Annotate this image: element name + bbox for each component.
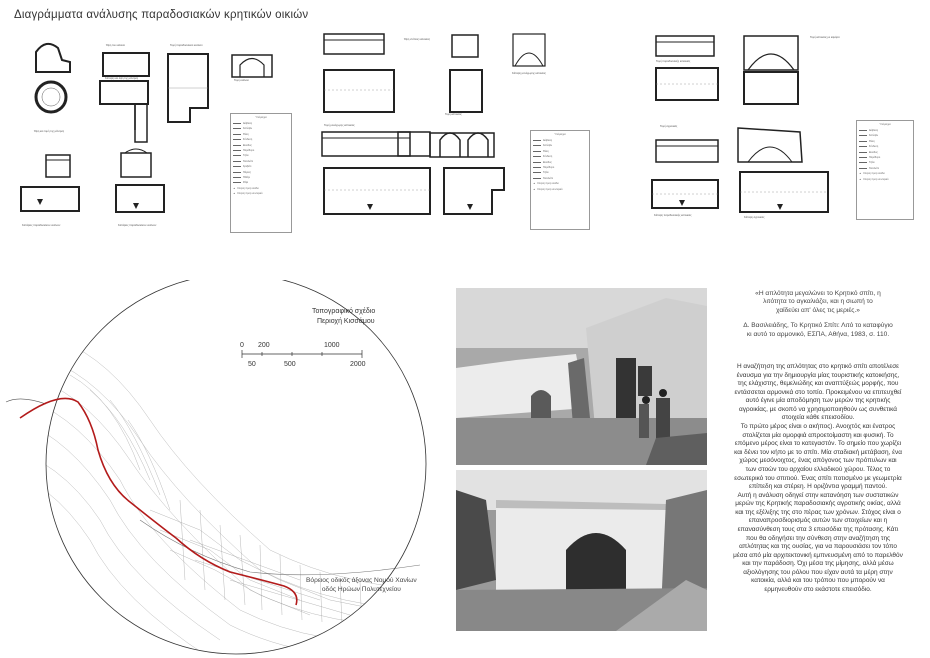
legend-a-item: Ντουλάπι [233, 160, 289, 163]
scale-label: 2000 [350, 361, 366, 368]
caption-a-top1: Όψη του κελλιού [106, 44, 126, 47]
body-line: μέσα από μία αρχιτεκτονική εμπνευσμένη από το παρελθόν [733, 551, 903, 559]
map-drawing [0, 280, 450, 658]
body-line: των στοών του αρχαίου ελλαδικού χώρου. Τέλος το [745, 465, 891, 473]
legend-a-item: Διάβαση [233, 122, 289, 125]
body-line: Η αναζήτηση της απλότητας στο κρητικό σπίτι αποτέλεσε [736, 363, 900, 370]
photo-village-house-2 [456, 470, 707, 631]
quote-line3: χαϊδεύει απ' όλες τις μεριές.» [776, 306, 860, 314]
legend-b-item: Παράθυρο [533, 166, 587, 169]
scale-label: 500 [284, 361, 296, 368]
scale-label: 1000 [324, 342, 340, 349]
caption-a-top2: Τομή παραδοσιακού κελλιού [170, 44, 203, 47]
legend-c-item: Παράθυρο [859, 156, 911, 159]
caption-c-top1: Τομή παραδοσιακής κατοικίας [656, 60, 691, 63]
legend-b-item: Είσοδος [533, 161, 587, 164]
legend-c-footer: ▲ Κίνηση προς είσοδο [859, 172, 885, 176]
legend-c-item: Διάβαση [859, 129, 911, 132]
legend-c-footer: ▲ Κίνηση προς εσωτερικό [859, 177, 889, 181]
body-line: Το πρώτο μέρος είναι ο ακήπος). Ανοιχτός και ένατρος [740, 423, 896, 431]
legend-a-item: Σύνδεση [233, 138, 289, 141]
legend-a-item: Ράφι [233, 181, 289, 184]
diagram-group-b [310, 0, 620, 240]
legend-c-item: Κατώφλι [859, 134, 911, 137]
caption-c-top2: Τομή κατοικίας με καμάρα [810, 36, 840, 39]
body-line: μερών της Κρητικής παραδοσιακής αγροτικής οικίας, αλλά [735, 500, 901, 508]
caption-b-section1: Τομή μονόχωρης κατοικίας [324, 124, 355, 127]
quote-block [718, 290, 918, 339]
legend-a-item: Πάγκος [233, 171, 289, 174]
body-line: κατοικία, αλλά και του τρόπου που μπορούν να [751, 577, 885, 585]
caption-a-side: Όψη και τομή της μάντρας [34, 130, 65, 133]
legend-a-item: Παράθυρο [233, 149, 289, 152]
body-line: στοιχεία κάθε επεισοδίου. [781, 414, 855, 422]
quote-line1: «Η απλότητα μεγαλώνει το Κρητικό σπίτι, η [755, 290, 881, 297]
map-title-line2: Περιοχή Κισσάμου [317, 318, 375, 325]
legend-a-item: Κατώφλι [233, 127, 289, 130]
body-line: αξιολόγησης του ρόλου που είχαν αυτά τα μέρη στην [743, 568, 893, 576]
body-line: απλότητας και της ουσίας, για να παρουσιάσει τον τόπο [739, 543, 897, 551]
body-line: επίπεδη και στέρεη. Η οριζόντια γραμμή παντού. [749, 483, 887, 491]
page-title: Διαγράμματα ανάλυσης παραδοσιακών κρητικών οικιών [14, 9, 309, 21]
legend-c-title: Υπόμνημα [879, 123, 891, 126]
legend-c-item: Θέση [859, 140, 911, 143]
map-title-line1: Τοπογραφικό σχέδιο [312, 308, 376, 315]
body-line: αγροικίας, με σκοπό να χρησιμοποιηθούν ως συνθετικά [739, 405, 897, 413]
body-line: και την παράδοση. Όχι μέσα της μίμησης, αλλά μέσω [742, 560, 894, 568]
photo-village-house-1 [456, 288, 707, 465]
legend-b-item: Σύνδεση [533, 155, 587, 158]
legend-a-footer: ▲ Κίνηση προς είσοδο [233, 186, 259, 190]
legend-c-item: Ντουλάπι [859, 167, 911, 170]
caption-a-plan-bottom1: Κατόψεις παραδοσιακών κελλιών [22, 224, 61, 227]
legend-b [530, 130, 590, 230]
caption-c-bottom2: Κάτοψη αγροικίας [744, 216, 765, 219]
legend-b-item: Τζάκι [533, 171, 587, 174]
body-line: της ελάχιστης, θεμελιώδης και αναπτύξεώς μορφής, που [737, 380, 899, 388]
photo-2-image [456, 470, 707, 631]
caption-b-top: Όψη ντόπιας κατοικίας [404, 38, 430, 41]
body-line: επαναπροσδιορισμός αυτών των στοιχείων και η [748, 517, 888, 525]
body-text [712, 363, 924, 595]
scale-label: 50 [248, 361, 256, 368]
quote-citation1: Δ. Βασιλειάδης, Το Κρητικό Σπίτι: Λιτό το καταφύγιο [743, 322, 893, 330]
legend-b-footer: ▲ Κίνηση προς είσοδο [533, 182, 559, 186]
body-line: που θα οδηγήσει την σύνθεση στην αναζήτηση της [745, 534, 891, 542]
topographic-map [0, 280, 450, 658]
body-line: έναυσμα για την δημιουργία μίας τουριστικής κατοικήσης, [736, 371, 900, 379]
diagram-group-c [620, 0, 930, 240]
body-line: και δένει τον κήπο με το σπίτι. Μία σταδιακή μετάβαση, ένα [734, 448, 902, 456]
legend-c-item: Τζάκι [859, 161, 911, 164]
road-label-line2: οδός Ηρώων Πολυτεχνείου [321, 585, 401, 593]
body-line: αυτό έγινε μία αποδόμηση των μερών της κρητικής [745, 397, 891, 405]
road-label-line1: Βόρειος οδικός άξονας Νομού Χανίων [306, 577, 417, 584]
legend-a-item: Τζάκι [233, 154, 289, 157]
body-line: και της εξέλιξης της στο πέρας των χρόνων. Στόχος είναι ο [735, 508, 901, 516]
caption-b-plan: Κάτοψη μονόχωρης κατοικίας [512, 72, 546, 75]
body-line: στολίζεται μία ομορφιά απροετοίμαστη και φυσική. Το [742, 431, 894, 439]
legend-b-footer: ▲ Κίνηση προς εσωτερικό [533, 187, 563, 191]
quote-line2: λιτότητα το αγκαλιάζει, και η σιωπή το [763, 298, 873, 306]
legend-b-item: Διάβαση [533, 139, 587, 142]
caption-c-bottom1: Κάτοψη παραδοσιακής κατοικίας [654, 214, 692, 217]
body-line: εσωτερικό του σπιτιού. Ένας σπίτι ποτισμένο με γεωμετρία [734, 474, 902, 482]
body-line: χώρος μεσόνοιχτος, ένας απόγονος των πρόπυλων και [739, 457, 897, 465]
legend-b-item: Θέση [533, 150, 587, 153]
scale-label: 0 [240, 342, 244, 349]
legend-a [230, 113, 292, 233]
legend-c-item: Σύνδεση [859, 145, 911, 148]
road-label [306, 577, 417, 594]
body-line: επανασύνθεση τους στα 3 επεισόδια της πρότασης. Κάτι [737, 525, 899, 533]
legend-a-item: Είσοδος [233, 144, 289, 147]
caption-a-plan-bottom2: Κατόψεις παραδοσιακών κελλιών [118, 224, 157, 227]
legend-a-title: Υπόμνημα [255, 116, 267, 119]
quote-citation2: κι αυτό το αρμονικό, ΕΣΠΑ, Αθήνα, 1983, σ. 110. [746, 330, 890, 338]
legend-c [856, 120, 914, 220]
scale-label: 200 [258, 342, 270, 349]
photo-1-image [456, 288, 707, 465]
legend-a-footer: ▲ Κίνηση προς εσωτερικό [233, 192, 263, 196]
legend-a-item: Πιθάρι [233, 176, 289, 179]
body-line: ερμηνευθούν στο εκάστοτε επεισόδιο. [764, 586, 872, 594]
diagram-group-a [0, 0, 310, 240]
legend-b-item: Ντουλάπι [533, 177, 587, 180]
caption-b-section2: Τομή κατοικίας [445, 113, 462, 116]
legend-a-item: Θέση [233, 133, 289, 136]
body-line: Αυτή η ανάλυση οδηγεί στην κατανόηση των συστατικών [737, 491, 899, 499]
legend-b-title: Υπόμνημα [554, 133, 566, 136]
caption-a-plan-circle: Κάτοψη και όψη της μάντρας [105, 77, 139, 80]
body-line: εντάσσεται αρμονικά στο τοπίο. Προκειμένου να επιτευχθεί [734, 388, 902, 396]
legend-a-item: Κρεβάτι [233, 165, 289, 168]
body-line: επόμενο μέρος είναι το κατεγαστόν. Το σημείο που χωρίζει [734, 440, 902, 448]
caption-c-mid: Τομή αγροικίας [660, 125, 678, 128]
legend-b-item: Κατώφλι [533, 144, 587, 147]
legend-c-item: Είσοδος [859, 151, 911, 154]
caption-a-section: Τομή κελλιού [234, 79, 249, 82]
